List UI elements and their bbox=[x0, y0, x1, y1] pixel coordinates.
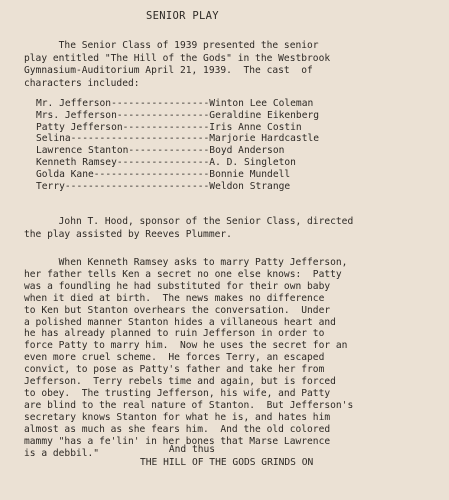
synopsis-line: When Kenneth Ramsey asks to marry Patty Jefferson, bbox=[24, 257, 348, 268]
cast-actor: Marjorie Hardcastle bbox=[209, 133, 320, 145]
cast-role: Lawrence Stanton bbox=[36, 145, 129, 157]
synopsis-line: force Patty to marry him. Now he uses the secret for an bbox=[24, 340, 348, 352]
sponsor-line: John T. Hood, sponsor of the Senior Class, directed bbox=[24, 216, 354, 227]
closing-lines bbox=[140, 444, 313, 469]
cast-actor: Geraldine Eikenberg bbox=[209, 109, 320, 121]
cast-leader-dashes: ---------------- bbox=[116, 109, 210, 121]
cast-role: Mrs. Jefferson bbox=[36, 109, 117, 121]
synopsis-line: her father tells Ken a secret no one else knows: Patty bbox=[24, 268, 342, 280]
cast-leader-dashes: ---------------- bbox=[116, 156, 210, 168]
cast-row bbox=[36, 169, 319, 181]
intro-line: Gymnasium-Auditorium April 21, 1939. The cast of bbox=[24, 65, 313, 76]
synopsis-line: when it died at birth. The news makes no difference bbox=[24, 292, 325, 304]
sponsor-line: the play assisted by Reeves Plummer. bbox=[24, 228, 232, 240]
intro-line: characters included: bbox=[24, 77, 140, 89]
cast-row bbox=[36, 145, 319, 157]
cast-actor: Winton Lee Coleman bbox=[209, 98, 314, 109]
synopsis-line: secretary knows Stanton for what he is, and hates him bbox=[24, 411, 331, 423]
cast-row bbox=[36, 157, 319, 169]
cast-actor: Iris Anne Costin bbox=[209, 121, 302, 133]
sponsor-paragraph bbox=[24, 216, 353, 241]
synopsis-line: Jefferson. Terry rebels time and again, but is forced bbox=[24, 376, 336, 388]
synopsis-line: almost as much as she fears him. And the old colored bbox=[24, 423, 331, 435]
cast-role: Selina bbox=[36, 133, 71, 145]
cast-leader-dashes: ------------------------ bbox=[70, 133, 210, 145]
cast-row bbox=[36, 122, 319, 134]
cast-actor: A. D. Singleton bbox=[209, 156, 296, 168]
cast-row bbox=[36, 133, 319, 145]
cast-role: Kenneth Ramsey bbox=[36, 156, 117, 168]
cast-row bbox=[36, 110, 319, 122]
cast-leader-dashes: -------------------- bbox=[93, 168, 210, 180]
cast-role: Mr. Jefferson bbox=[36, 98, 112, 109]
cast-row bbox=[36, 181, 319, 193]
cast-leader-dashes: -------------- bbox=[128, 145, 210, 157]
cast-role: Terry bbox=[36, 180, 65, 192]
closing-line: And thus bbox=[140, 444, 216, 455]
synopsis-line: was a foundling he had substituted for their own baby bbox=[24, 280, 331, 292]
synopsis-line: to obey. The trusting Jefferson, his wife, and Patty bbox=[24, 387, 331, 399]
synopsis-line: he has already planned to ruin Jefferson in order to bbox=[24, 328, 325, 340]
synopsis-line: are blind to the real nature of Stanton. But Jefferson's bbox=[24, 399, 354, 411]
cast-leader-dashes: --------------- bbox=[122, 121, 210, 133]
synopsis-line: to Ken but Stanton overhears the conversation. Under bbox=[24, 304, 331, 316]
synopsis-line: is a debbil." bbox=[24, 447, 100, 459]
synopsis-line: even more cruel scheme. He forces Terry, an escaped bbox=[24, 352, 325, 364]
intro-line: The Senior Class of 1939 presented the senior bbox=[24, 40, 319, 51]
cast-actor: Boyd Anderson bbox=[209, 145, 285, 157]
cast-leader-dashes: ------------------------- bbox=[64, 180, 210, 192]
cast-leader-dashes: ----------------- bbox=[111, 98, 210, 109]
synopsis-line: convict, to pose as Patty's father and take her from bbox=[24, 364, 325, 376]
document-heading: SENIOR PLAY bbox=[146, 10, 219, 22]
cast-role: Golda Kane bbox=[36, 168, 94, 180]
cast-actor: Bonnie Mundell bbox=[209, 168, 291, 180]
synopsis-line: a polished manner Stanton hides a villaneous heart and bbox=[24, 316, 336, 328]
cast-role: Patty Jefferson bbox=[36, 121, 123, 133]
synopsis-line: mammy "has a fe'lin' in her bones that Marse Lawrence bbox=[24, 435, 331, 447]
cast-list bbox=[36, 98, 319, 192]
intro-line: play entitled "The Hill of the Gods" in the Westbrook bbox=[24, 52, 331, 64]
synopsis-paragraph bbox=[24, 257, 353, 459]
cast-actor: Weldon Strange bbox=[209, 180, 291, 192]
intro-paragraph bbox=[24, 40, 424, 90]
cast-row bbox=[36, 98, 319, 110]
closing-line: THE HILL OF THE GODS GRINDS ON bbox=[140, 456, 314, 468]
